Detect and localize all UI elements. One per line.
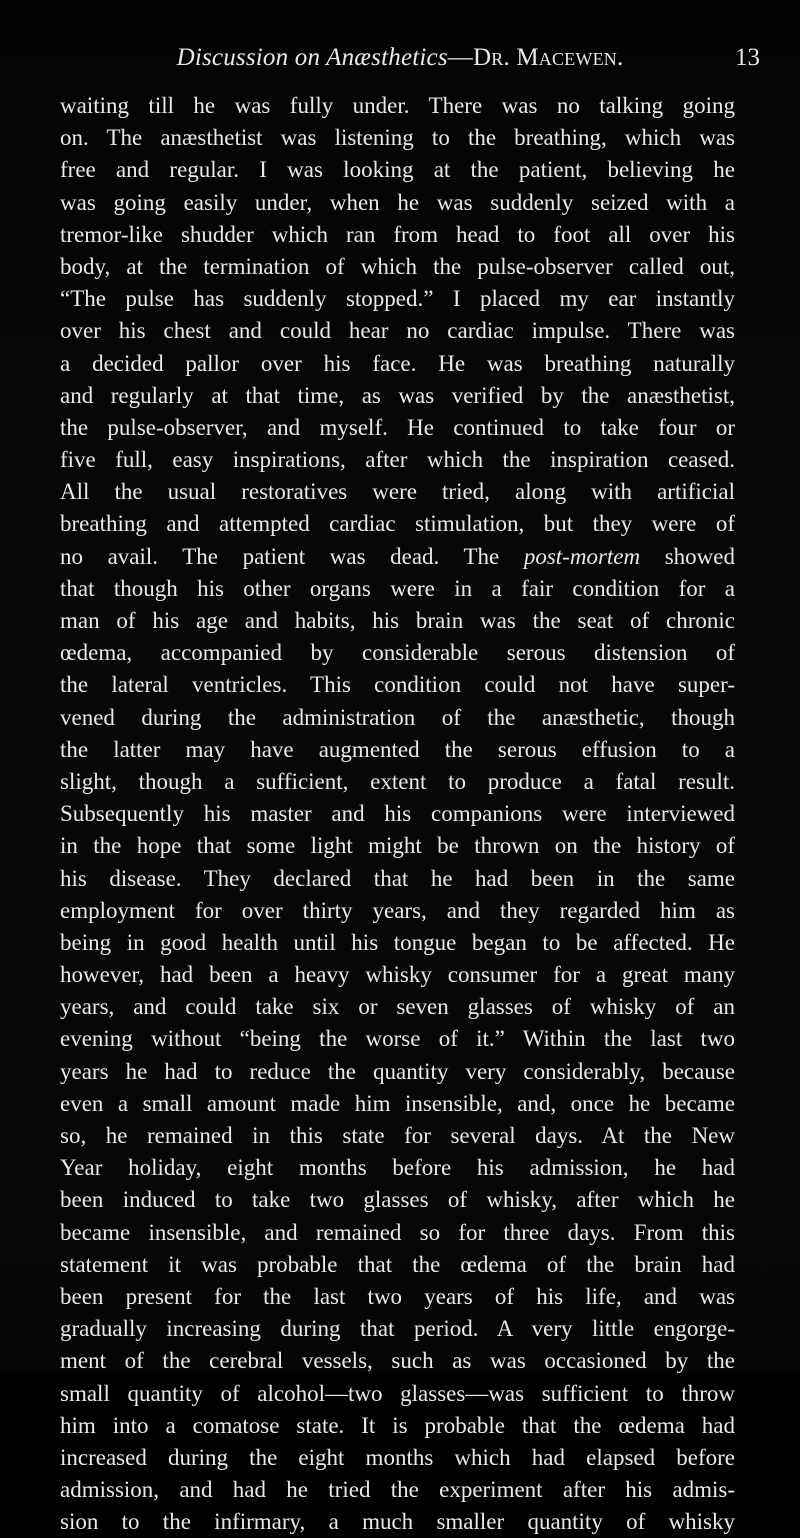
text-line: All the usual restoratives were tried, along with artificial [60,479,735,505]
running-title [40,38,760,78]
text-line: been present for the last two years of his life, and was [60,1283,735,1309]
text-line: over his chest and could hear no cardiac impulse. There was [60,318,735,344]
text-line: tremor-like shudder which ran from head to foot all over his [60,221,735,247]
text-line: small quantity of alcohol—two glasses—was sufficient to throw [60,1380,735,1406]
text-line: years, and could take six or seven glasses of whisky of an [60,994,735,1020]
text-line: employment for over thirty years, and they regarded him as [60,897,735,923]
text-line: Year holiday, eight months before his admission, he had [60,1155,735,1181]
page-number: 13 [735,44,760,71]
text-line: man of his age and habits, his brain was the seat of chronic [60,608,735,633]
text-line: increased during the eight months which had elapsed before [60,1444,735,1470]
text-line: his disease. They declared that he had been in the same [60,865,735,891]
text-line: free and regular. I was looking at the patient, believing he [60,157,735,183]
text-line: being in good health until his tongue began to be affected. He [60,929,735,955]
text-line: waiting till he was fully under. There was no talking going [60,93,735,118]
text-line: in the hope that some light might be thrown on the history of [60,833,735,859]
text-line: on. The anæsthetist was listening to the breathing, which was [60,125,735,151]
body-text [60,90,735,1538]
text-line: was going easily under, when he was suddenly seized with a [60,189,735,215]
text-line: however, had been a heavy whisky consumer for a great many [60,962,735,988]
running-head [40,38,760,78]
text-line: statement it was probable that the œdema of the brain had [60,1251,735,1277]
text-line: “The pulse has suddenly stopped.” I placed my ear instantly [60,286,735,312]
text-line: admission, and had he tried the experiment after his admis- [60,1477,735,1503]
text-line: the lateral ventricles. This condition could not have super- [60,672,735,698]
text-line: him into a comatose state. It is probable that the œdema had [60,1412,735,1438]
text-line: that though his other organs were in a fair condition for a [60,575,735,601]
text-line: and regularly at that time, as was verified by the anæsthetist, [60,382,735,408]
running-title-italic: Discussion on Anæsthetics [176,44,448,71]
text-line: five full, easy inspirations, after which the inspiration ceased. [60,447,735,473]
text-line: sion to the infirmary, a much smaller quantity of whisky [60,1509,735,1535]
text-line-mixed [60,541,735,573]
text-line: gradually increasing during that period. A very little engorge- [60,1316,735,1342]
text-line: even a small amount made him insensible, and, once he became [60,1090,735,1116]
text-line: years he had to reduce the quantity very considerably, because [60,1058,735,1084]
text-line: œdema, accompanied by considerable serous distension of [60,640,735,666]
text-line: body, at the termination of which the pulse-observer called out, [60,253,735,279]
text-line: vened during the administration of the anæsthetic, though [60,704,735,730]
text-line: became insensible, and remained so for three days. From this [60,1219,735,1245]
text-line: evening without “being the worse of it.” Within the last two [60,1026,735,1052]
text-line-tail: showed [640,543,735,569]
text-line: Subsequently his master and his companions were interviewed [60,801,735,827]
running-title-dash: — [447,44,473,71]
text-line: slight, though a sufficient, extent to produce a fatal result. [60,768,735,794]
text-line: ment of the cerebral vessels, such as was occasioned by the [60,1348,735,1374]
text-line: so, he remained in this state for several days. At the New [60,1123,735,1148]
italic-term: post-mortem [523,543,641,569]
text-line: a decided pallor over his face. He was breathing naturally [60,350,735,376]
running-title-author: Dr. Macewen. [472,44,624,71]
text-line: the latter may have augmented the serous effusion to a [60,736,735,762]
text-line: been induced to take two glasses of whisky, after which he [60,1187,735,1213]
text-line-head: no avail. The patient was dead. The [60,543,524,569]
text-line: breathing and attempted cardiac stimulation, but they were of [60,511,735,537]
text-line: the pulse-observer, and myself. He continued to take four or [60,414,735,440]
